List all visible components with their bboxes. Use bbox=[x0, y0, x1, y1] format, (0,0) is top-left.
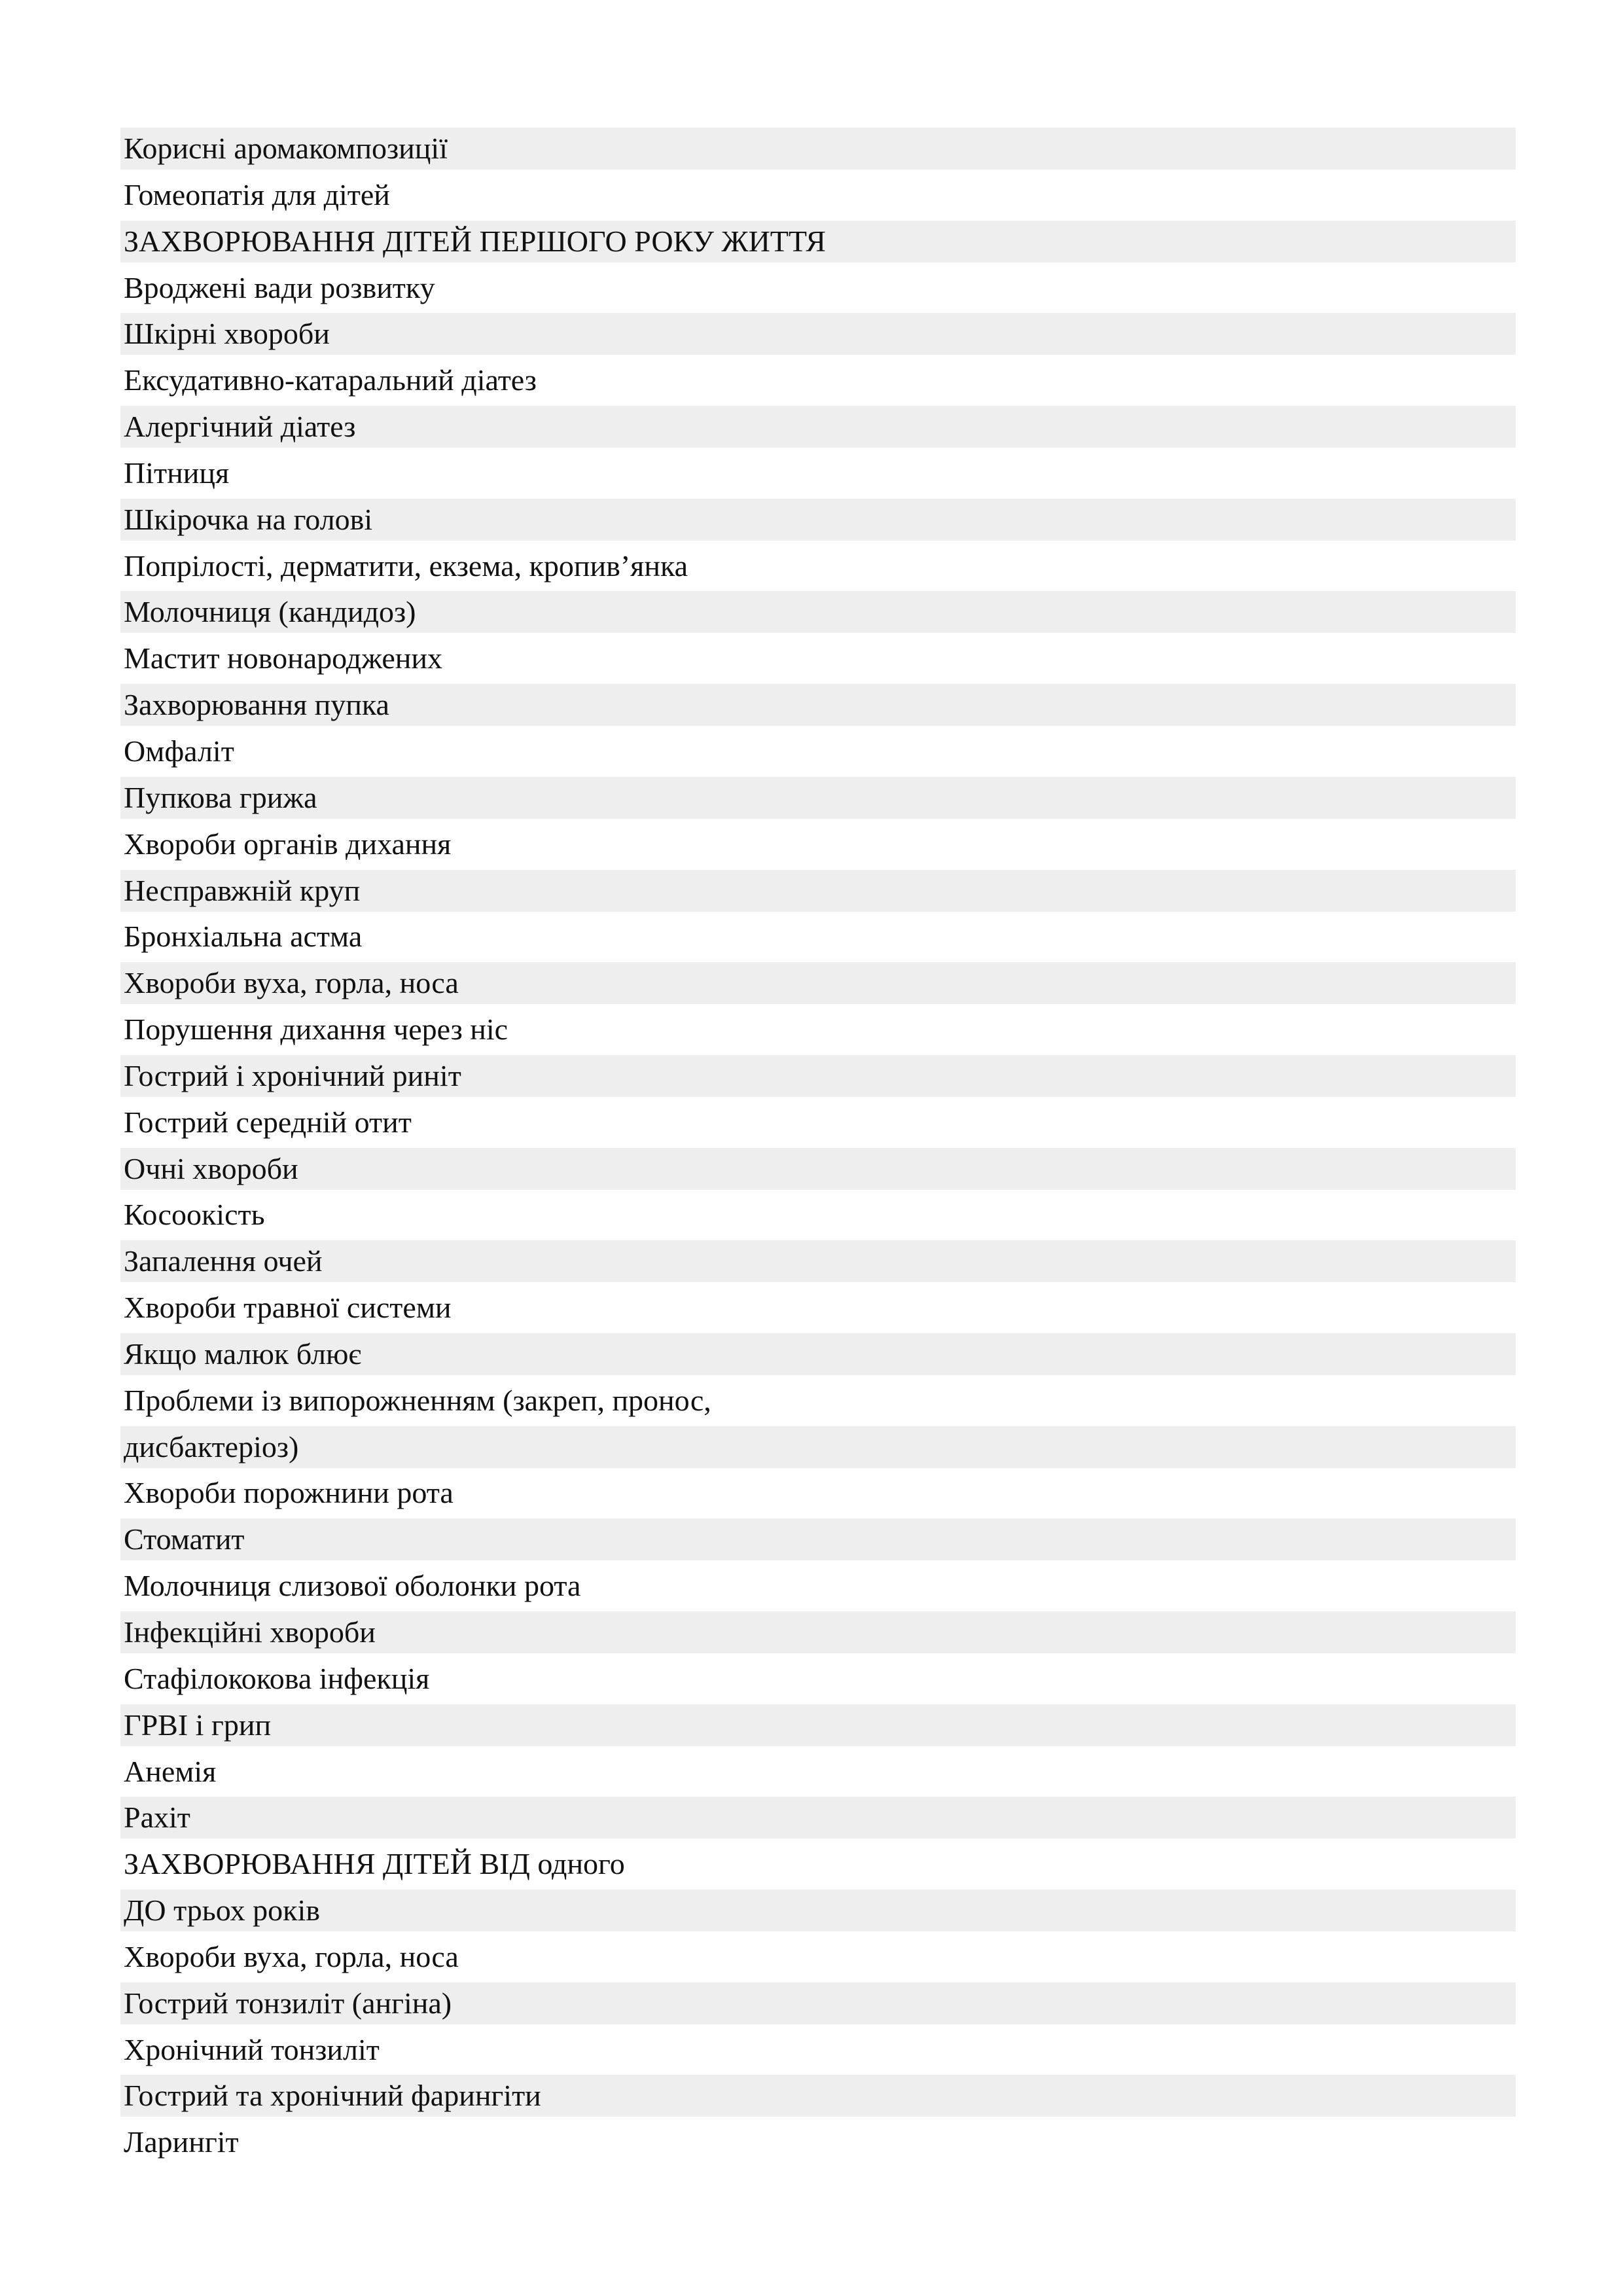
list-item bbox=[120, 1055, 1516, 1102]
list-item-text: Очні хвороби bbox=[124, 1151, 298, 1185]
list-item bbox=[120, 452, 1516, 499]
list-item-text: Гострий середній отит bbox=[124, 1105, 412, 1139]
list-item bbox=[120, 1658, 1516, 1704]
list-item bbox=[120, 1148, 1516, 1194]
list-item bbox=[120, 267, 1516, 314]
row-band bbox=[120, 452, 1516, 494]
list-item bbox=[120, 221, 1516, 267]
list-item-text: Несправжній круп bbox=[124, 873, 361, 907]
list-item-text: Ларингіт bbox=[124, 2125, 239, 2159]
list-item bbox=[120, 1426, 1516, 1473]
row-band bbox=[120, 2121, 1516, 2163]
list-item bbox=[120, 359, 1516, 406]
list-item-text: Гострий тонзиліт (ангіна) bbox=[124, 1986, 452, 2020]
table-of-contents bbox=[120, 128, 1516, 2168]
list-item bbox=[120, 128, 1516, 174]
list-item bbox=[120, 1843, 1516, 1890]
list-item-text: Хвороби органів дихання bbox=[124, 827, 452, 861]
list-item-text: Попрілості, дерматити, екзема, кропив’янка bbox=[124, 548, 688, 583]
list-item bbox=[120, 545, 1516, 592]
list-item bbox=[120, 962, 1516, 1009]
list-item bbox=[120, 1380, 1516, 1426]
row-band bbox=[120, 1148, 1516, 1190]
list-item-text: Шкірочка на голові bbox=[124, 502, 373, 536]
list-item-text: Шкірні хвороби bbox=[124, 317, 330, 351]
list-item-text: Хвороби вуха, горла, носа bbox=[124, 1939, 459, 1973]
list-item bbox=[120, 870, 1516, 916]
list-item-text: Стафілококова інфекція bbox=[124, 1661, 430, 1695]
list-item-text: Пітниця bbox=[124, 456, 230, 490]
list-item-text: дисбактеріоз) bbox=[124, 1429, 299, 1463]
list-item bbox=[120, 313, 1516, 359]
list-item-text: Рахіт bbox=[124, 1801, 190, 1835]
list-item-text: Гомеопатія для дітей bbox=[124, 177, 390, 211]
list-item-text: Анемія bbox=[124, 1754, 217, 1788]
list-item bbox=[120, 1102, 1516, 1148]
list-item bbox=[120, 1333, 1516, 1380]
list-item bbox=[120, 2075, 1516, 2121]
list-item bbox=[120, 916, 1516, 962]
list-item-text: Стоматит bbox=[124, 1522, 245, 1556]
row-band bbox=[120, 1518, 1516, 1560]
list-item-text: Алергічний діатез bbox=[124, 410, 356, 444]
list-item bbox=[120, 1472, 1516, 1518]
list-item-text: ДО трьох років bbox=[124, 1893, 320, 1928]
list-item-text: Хвороби травної системи bbox=[124, 1291, 452, 1325]
row-band bbox=[120, 1751, 1516, 1793]
list-item-text: Хронічний тонзиліт bbox=[124, 2032, 380, 2066]
list-item-text: ЗАХВОРЮВАННЯ ДІТЕЙ ПЕРШОГО РОКУ ЖИТТЯ bbox=[124, 224, 826, 258]
list-item bbox=[120, 2029, 1516, 2075]
row-band bbox=[120, 1704, 1516, 1746]
list-item-text: ГРВІ і грип bbox=[124, 1708, 272, 1742]
list-item bbox=[120, 1009, 1516, 1055]
row-band bbox=[120, 1426, 1516, 1468]
list-item-text: Якщо малюк блює bbox=[124, 1336, 362, 1371]
list-item bbox=[120, 1751, 1516, 1797]
list-item-text: Порушення дихання через ніс bbox=[124, 1013, 508, 1047]
list-item bbox=[120, 823, 1516, 870]
list-item bbox=[120, 1565, 1516, 1611]
list-item-text: Запалення очей bbox=[124, 1244, 323, 1278]
list-item bbox=[120, 684, 1516, 730]
row-band bbox=[120, 730, 1516, 772]
list-item-text: Пупкова грижа bbox=[124, 780, 317, 814]
list-item-text: Захворювання пупка bbox=[124, 688, 389, 722]
row-band bbox=[120, 1194, 1516, 1236]
list-item bbox=[120, 1982, 1516, 2029]
list-item bbox=[120, 1611, 1516, 1658]
list-item-text: Проблеми із випорожненням (закреп, пронос, bbox=[124, 1383, 711, 1417]
list-item bbox=[120, 777, 1516, 823]
list-item bbox=[120, 2121, 1516, 2168]
list-item-text: ЗАХВОРЮВАННЯ ДІТЕЙ ВІД одного bbox=[124, 1847, 625, 1881]
list-item bbox=[120, 1704, 1516, 1751]
row-band bbox=[120, 1890, 1516, 1931]
list-item bbox=[120, 637, 1516, 684]
list-item bbox=[120, 174, 1516, 221]
list-item bbox=[120, 730, 1516, 777]
list-item-text: Ексудативно-катаральний діатез bbox=[124, 363, 537, 397]
list-item-text: Бронхіальна астма bbox=[124, 920, 363, 954]
list-item bbox=[120, 1890, 1516, 1936]
list-item bbox=[120, 499, 1516, 545]
list-item-text: Корисні аромакомпозиції bbox=[124, 132, 448, 165]
list-item bbox=[120, 1240, 1516, 1287]
list-item-text: Хвороби порожнини рота bbox=[124, 1476, 454, 1510]
list-item-text: Молочниця слизової оболонки рота bbox=[124, 1569, 581, 1603]
list-item-text: Косоокість bbox=[124, 1198, 265, 1232]
row-band bbox=[120, 1240, 1516, 1282]
list-item-text: Інфекційні хвороби bbox=[124, 1615, 376, 1649]
list-item-text: Мастит новонароджених bbox=[124, 641, 443, 675]
list-item bbox=[120, 1287, 1516, 1333]
list-item-text: Хвороби вуха, горла, носа bbox=[124, 966, 459, 1000]
list-item-text: Гострий та хронічний фарингіти bbox=[124, 2079, 541, 2113]
list-item-text: Молочниця (кандидоз) bbox=[124, 595, 416, 629]
row-band bbox=[120, 777, 1516, 819]
list-item bbox=[120, 591, 1516, 637]
list-item bbox=[120, 1936, 1516, 1982]
list-item bbox=[120, 406, 1516, 452]
list-item-text: Вроджені вади розвитку bbox=[124, 270, 435, 304]
list-item-text: Гострий і хронічний риніт bbox=[124, 1058, 461, 1092]
list-item bbox=[120, 1194, 1516, 1240]
list-item-text: Омфаліт bbox=[124, 734, 234, 768]
list-item bbox=[120, 1797, 1516, 1843]
row-band bbox=[120, 1797, 1516, 1839]
list-item bbox=[120, 1518, 1516, 1565]
